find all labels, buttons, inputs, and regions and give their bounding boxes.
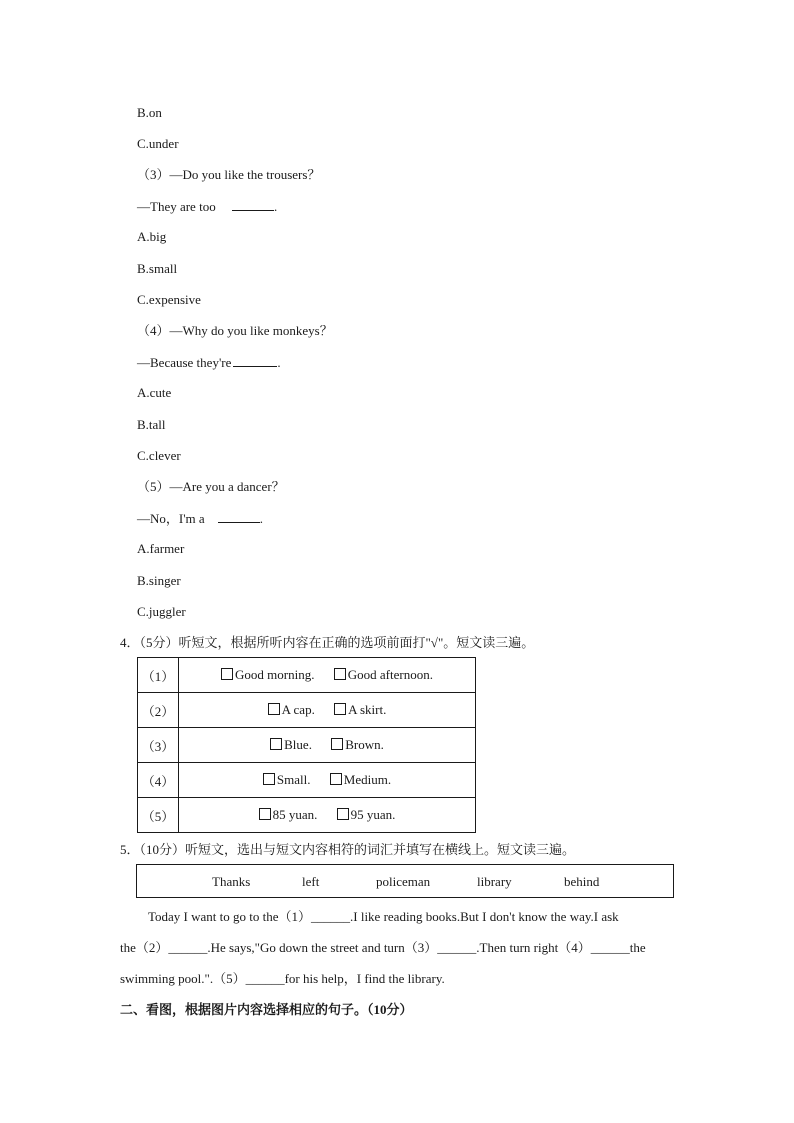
checkbox-icon[interactable] [330, 773, 342, 785]
choice[interactable]: Good afternoon. [334, 667, 433, 683]
answer-line [137, 198, 277, 215]
row-number: （3） [138, 728, 179, 763]
choice[interactable]: 85 yuan. [259, 807, 318, 823]
table-row [138, 693, 476, 728]
row-number: （2） [138, 693, 179, 728]
section-2-title: 二、看图，根据图片内容选择相应的句子。（10分） [120, 1002, 413, 1017]
checkbox-icon[interactable] [221, 668, 233, 680]
word-bank-item: left [302, 874, 320, 889]
answer-blank[interactable] [233, 354, 277, 367]
option-line: C.under [137, 136, 179, 151]
passage-line: Today I want to go to the（1）______.I like reading books.But I don't know the way.I ask [148, 909, 619, 924]
option-line: C.juggler [137, 604, 186, 619]
checkbox-icon[interactable] [337, 808, 349, 820]
table-row [138, 763, 476, 798]
row-number: （1） [138, 658, 179, 693]
question-4-title: 4．（5分）听短文，根据所听内容在正确的选项前面打"√"。短文读三遍。 [120, 635, 535, 650]
choice[interactable]: Brown. [331, 737, 384, 753]
question-line: （5）—Are you a dancer？ [137, 479, 285, 494]
passage-line: the（2）______.He says,"Go down the street and turn（3）______.Then turn right（4）______the [120, 940, 646, 955]
option-line: B.tall [137, 417, 166, 432]
table-row [138, 658, 476, 693]
row-number: （4） [138, 763, 179, 798]
choice[interactable]: Blue. [270, 737, 312, 753]
answer-suffix: . [277, 355, 281, 370]
option-line: C.clever [137, 448, 181, 463]
question-line: （3）—Do you like the trousers？ [137, 167, 321, 182]
option-line: B.small [137, 261, 178, 276]
answer-line [137, 354, 281, 371]
row-number: （5） [138, 798, 179, 833]
checkbox-icon[interactable] [259, 808, 271, 820]
row-options [179, 798, 476, 833]
row-options [179, 693, 476, 728]
question-4-table [137, 657, 476, 833]
checkbox-icon[interactable] [331, 738, 343, 750]
word-bank-item: policeman [376, 874, 431, 889]
answer-suffix: . [259, 511, 263, 526]
word-bank-item: library [477, 874, 512, 889]
option-line: A.big [137, 229, 167, 244]
row-options [179, 728, 476, 763]
choice[interactable]: Good morning. [221, 667, 314, 683]
answer-prefix: —Because they're [137, 355, 232, 370]
checkbox-icon[interactable] [334, 703, 346, 715]
choice[interactable]: Medium. [330, 772, 391, 788]
word-bank-item: Thanks [212, 874, 251, 889]
answer-blank[interactable] [232, 198, 274, 211]
question-5-title: 5．（10分）听短文，选出与短文内容相符的词汇并填写在横线上。短文读三遍。 [120, 842, 576, 857]
question-line: （4）—Why do you like monkeys？ [137, 323, 333, 338]
option-line: B.on [137, 105, 162, 120]
row-options [179, 658, 476, 693]
option-line: A.cute [137, 385, 172, 400]
table-row [138, 728, 476, 763]
answer-prefix: —No，I'm a [137, 511, 205, 526]
passage-line: swimming pool.".（5）______for his help，I find the library. [120, 971, 445, 986]
choice[interactable]: Small. [263, 772, 311, 788]
answer-line [137, 510, 263, 527]
checkbox-icon[interactable] [270, 738, 282, 750]
table-row [138, 798, 476, 833]
checkbox-icon[interactable] [334, 668, 346, 680]
option-line: A.farmer [137, 541, 185, 556]
option-line: B.singer [137, 573, 181, 588]
checkbox-icon[interactable] [268, 703, 280, 715]
option-line: C.expensive [137, 292, 201, 307]
choice[interactable]: A skirt. [334, 702, 386, 718]
word-bank-item: behind [564, 874, 600, 889]
answer-prefix: —They are too [137, 199, 216, 214]
row-options [179, 763, 476, 798]
choice[interactable]: A cap. [268, 702, 315, 718]
answer-blank[interactable] [218, 510, 260, 523]
choice[interactable]: 95 yuan. [337, 807, 396, 823]
answer-suffix: . [273, 199, 278, 214]
checkbox-icon[interactable] [263, 773, 275, 785]
word-bank [136, 864, 674, 898]
